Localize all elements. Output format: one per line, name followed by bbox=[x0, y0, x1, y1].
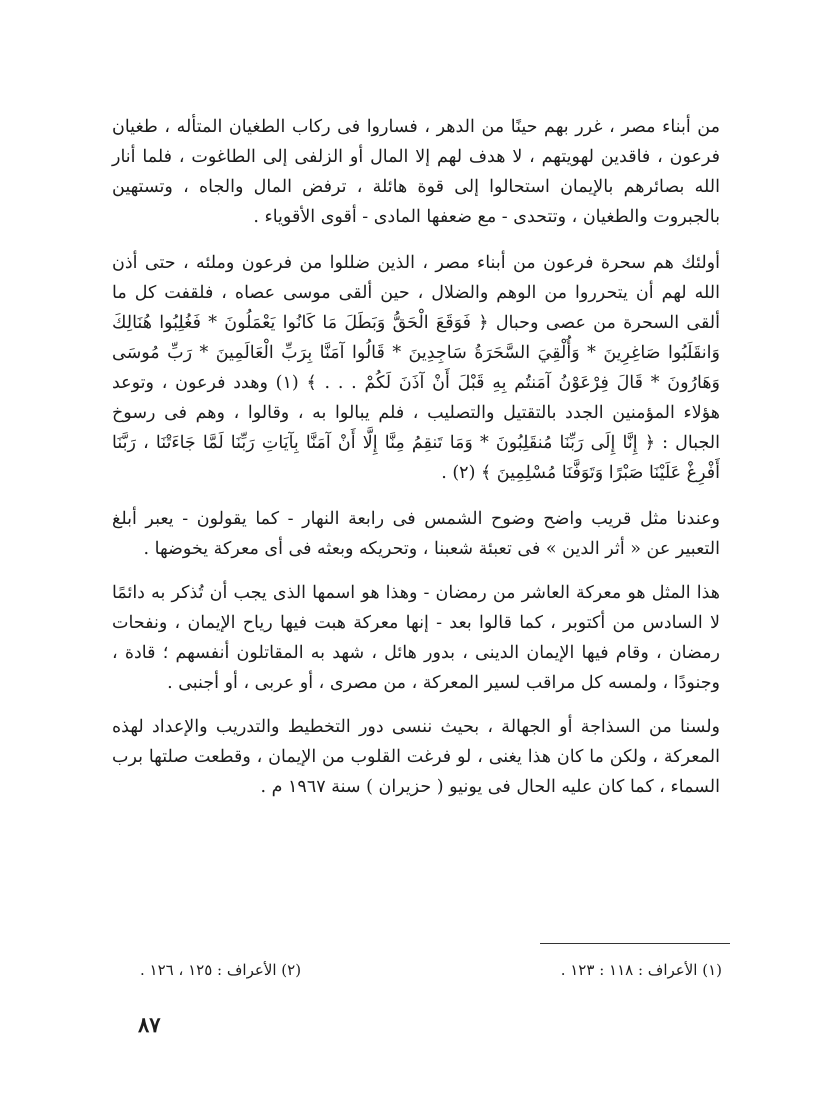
paragraph-2: أولئك هم سحرة فرعون من أبناء مصر ، الذين ضللوا من فرعون وملئه ، حتى أذن الله لهم أن يتحرروا من الوهم والضلال ، حين ألقى موسى عصاه ، فلقفت كل ما ألقى السحرة من عصى وحبال ﴿ فَوَقَعَ الْحَقُّ وَبَطَلَ مَا كَانُوا يَعْمَلُونَ * فَغُلِبُوا هُنَالِكَ وَانقَلَبُوا صَاغِرِينَ * وَأُلْقِيَ السَّحَرَةُ سَاجِدِينَ * قَالُوا آمَنَّا بِرَبِّ الْعَالَمِينَ * رَبِّ مُوسَى وَهَارُونَ * قَالَ فِرْعَوْنُ آمَنتُم بِهِ قَبْلَ أَنْ آذَنَ لَكُمْ . . . ﴾ (١) وهدد فرعون ، وتوعد هؤلاء المؤمنين الجدد بالتقتيل والتصليب ، فلم يبالوا به ، وقالوا ، وهم فى رسوخ الجبال : ﴿ إِنَّا إِلَى رَبِّنَا مُنقَلِبُونَ * وَمَا تَنقِمُ مِنَّا إِلَّا أَنْ آمَنَّا بِآيَاتِ رَبِّنَا لَمَّا جَاءَتْنَا ، رَبَّنَا أَفْرِغْ عَلَيْنَا صَبْرًا وَتَوَفَّنَا مُسْلِمِينَ ﴾ (٢) . bbox=[112, 253, 721, 483]
body-text bbox=[112, 112, 720, 818]
footnote-divider bbox=[540, 943, 730, 944]
page-number: ٨٧ bbox=[138, 1012, 161, 1037]
footnote-2: (٢) الأعراف : ١٢٥ ، ١٢٦ . bbox=[140, 961, 302, 979]
paragraph-3: وعندنا مثل قريب واضح وضوح الشمس فى رابعة النهار - كما يقولون - يعبر أبلغ التعبير عن « أثر الدين » فى تعبئة شعبنا ، وتحريكه وبعثه فى أى معركة يخوضها . bbox=[112, 509, 720, 559]
paragraph-1: من أبناء مصر ، غرر بهم حينًا من الدهر ، فساروا فى ركاب الطغيان المتأله ، طغيان فرعون ، فاقدين لهويتهم ، لا هدف لهم إلا المال أو الزلفى إلى الطاغوت ، فلما أنار الله بصائرهم بالإيمان استحالوا إلى قوة هائلة ، ترفض المال والجاه ، وتستهين بالجبروت والطغيان ، وتتحدى - مع ضعفها المادى - أقوى الأقوياء . bbox=[112, 117, 720, 227]
footnotes bbox=[140, 958, 722, 982]
paragraph-5: ولسنا من السذاجة أو الجهالة ، بحيث ننسى دور التخطيط والتدريب والإعداد لهذه المعركة ، ولكن ما كان هذا يغنى ، لو فرغت القلوب من الإيمان ، وقطعت صلتها برب السماء ، كما كان عليه الحال فى يونيو ( حزيران ) سنة ١٩٦٧ م . bbox=[112, 717, 720, 797]
footnote-1: (١) الأعراف : ١١٨ : ١٢٣ . bbox=[560, 961, 722, 979]
paragraph-4: هذا المثل هو معركة العاشر من رمضان - وهذا هو اسمها الذى يجب أن تُذكر به دائمًا لا السادس من أكتوبر ، كما قالوا بعد - إنها معركة هبت فيها رياح الإيمان ، ونفحات رمضان ، وقام فيها الإيمان الدينى ، بدور هائل ، شهد به المقاتلون أنفسهم ؛ قادة ، وجنودًا ، ولمسه كل مراقب لسير المعركة ، من مصرى ، أو عربى ، أو أجنبى . bbox=[112, 583, 720, 693]
